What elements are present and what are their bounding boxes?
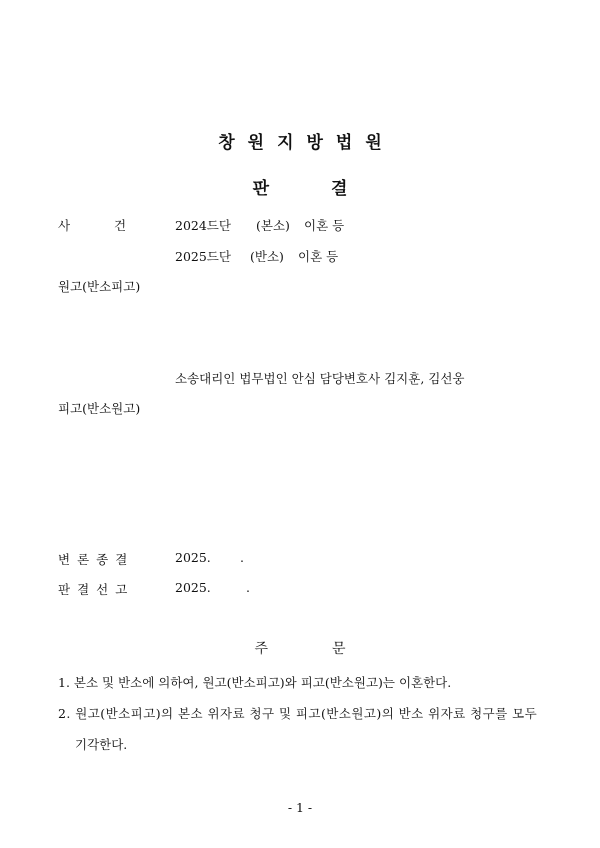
plaintiff-label: 원고(반소피고): [58, 279, 141, 294]
defendant-label: 피고(반소원고): [58, 401, 141, 416]
decision-date-dot: .: [246, 580, 250, 595]
case-type-1: (본소): [256, 218, 290, 233]
order-title-char-1: 주: [254, 641, 268, 657]
case-number-1: 2024드단: [175, 218, 231, 233]
case-subject-1: 이혼 등: [304, 218, 345, 233]
order-title-char-2: 문: [332, 641, 346, 657]
case-label-text: 사 건: [58, 218, 127, 233]
court-name: 창원지방법원: [218, 133, 395, 153]
plaintiff-counsel: 소송대리인 법무법인 안심 담당변호사 김지훈, 김선웅: [175, 371, 465, 386]
page-number: - 1 -: [287, 800, 313, 815]
order-title: [0, 638, 600, 658]
decision-date: 2025.: [175, 580, 211, 595]
case-label: [58, 216, 126, 234]
title-char-1: 판: [252, 179, 269, 199]
order-item-2-continued: 기각한다.: [75, 737, 128, 752]
closing-date-dot: .: [240, 550, 244, 565]
title-char-2: 결: [331, 179, 348, 199]
order-item-1: 1. 본소 및 반소에 의하여, 원고(반소피고)와 피고(반소원고)는 이혼한다.: [58, 675, 452, 690]
closing-label: 변론종결: [58, 552, 135, 567]
decision-label: 판결선고: [58, 582, 135, 597]
case-subject-2: 이혼 등: [298, 249, 339, 264]
closing-date: 2025.: [175, 550, 211, 565]
order-item-2: 2. 원고(반소피고)의 본소 위자료 청구 및 피고(반소원고)의 반소 위자료 청구를 모두: [58, 706, 538, 721]
document-title: [0, 174, 600, 199]
case-type-2: (반소): [250, 249, 284, 264]
case-number-2: 2025드단: [175, 249, 231, 264]
